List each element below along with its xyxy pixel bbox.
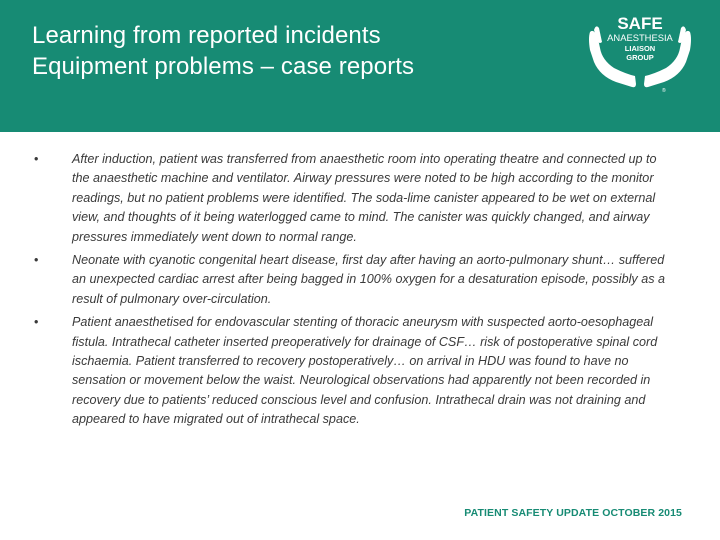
case-report-item: • Neonate with cyanotic congenital heart disease, first day after having an aorto-pulmonary shunt… suffered an unexpected cardiac arrest after being bagged in 100% oxygen for a desaturation episode, possibly as a result of pulmonary over-circulation. bbox=[34, 251, 674, 309]
header-banner bbox=[0, 0, 720, 132]
logo-word-group: GROUP bbox=[626, 53, 654, 62]
logo-registered-mark: ® bbox=[662, 88, 666, 94]
footer-label: PATIENT SAFETY UPDATE OCTOBER 2015 bbox=[464, 507, 682, 519]
title-line-2: Equipment problems – case reports bbox=[32, 53, 415, 80]
case-report-item: • After induction, patient was transferred from anaesthetic room into operating theatre and connected up to the anaesthetic machine and ventilator. Airway pressures were noted to be high according to the monitor readings, but no patient problems were identified. The soda-lime canister appeared to be wet on external view, and thoughts of it being waterlogged came to mind. The canister was quickly changed, and airway pressures immediately went down to normal range. bbox=[34, 150, 674, 247]
case-report-item: • Patient anaesthetised for endovascular stenting of thoracic aneurysm with suspected aorto-oesophageal fistula. Intrathecal catheter inserted preoperatively for drainage of CSF… risk of postoperative spinal cord ischaemia. Patient transferred to recovery postoperatively… on arrival in HDU was found to have no sensation or movement below the waist. Neurological observations had apparently not been recorded in recovery due to patients’ reduced conscious level and confusion. Intrathecal drain was not draining and appeared to have migrated out of intrathecal space. bbox=[34, 313, 674, 429]
safe-anaesthesia-logo bbox=[584, 12, 696, 94]
case-report-list bbox=[34, 150, 674, 434]
logo-word-liaison: LIAISON bbox=[624, 44, 656, 53]
logo-word-anaesthesia: ANAESTHESIA bbox=[607, 32, 673, 43]
logo-word-safe: SAFE bbox=[617, 14, 663, 33]
title-line-1: Learning from reported incidents bbox=[32, 22, 381, 49]
slide-title bbox=[32, 20, 414, 82]
